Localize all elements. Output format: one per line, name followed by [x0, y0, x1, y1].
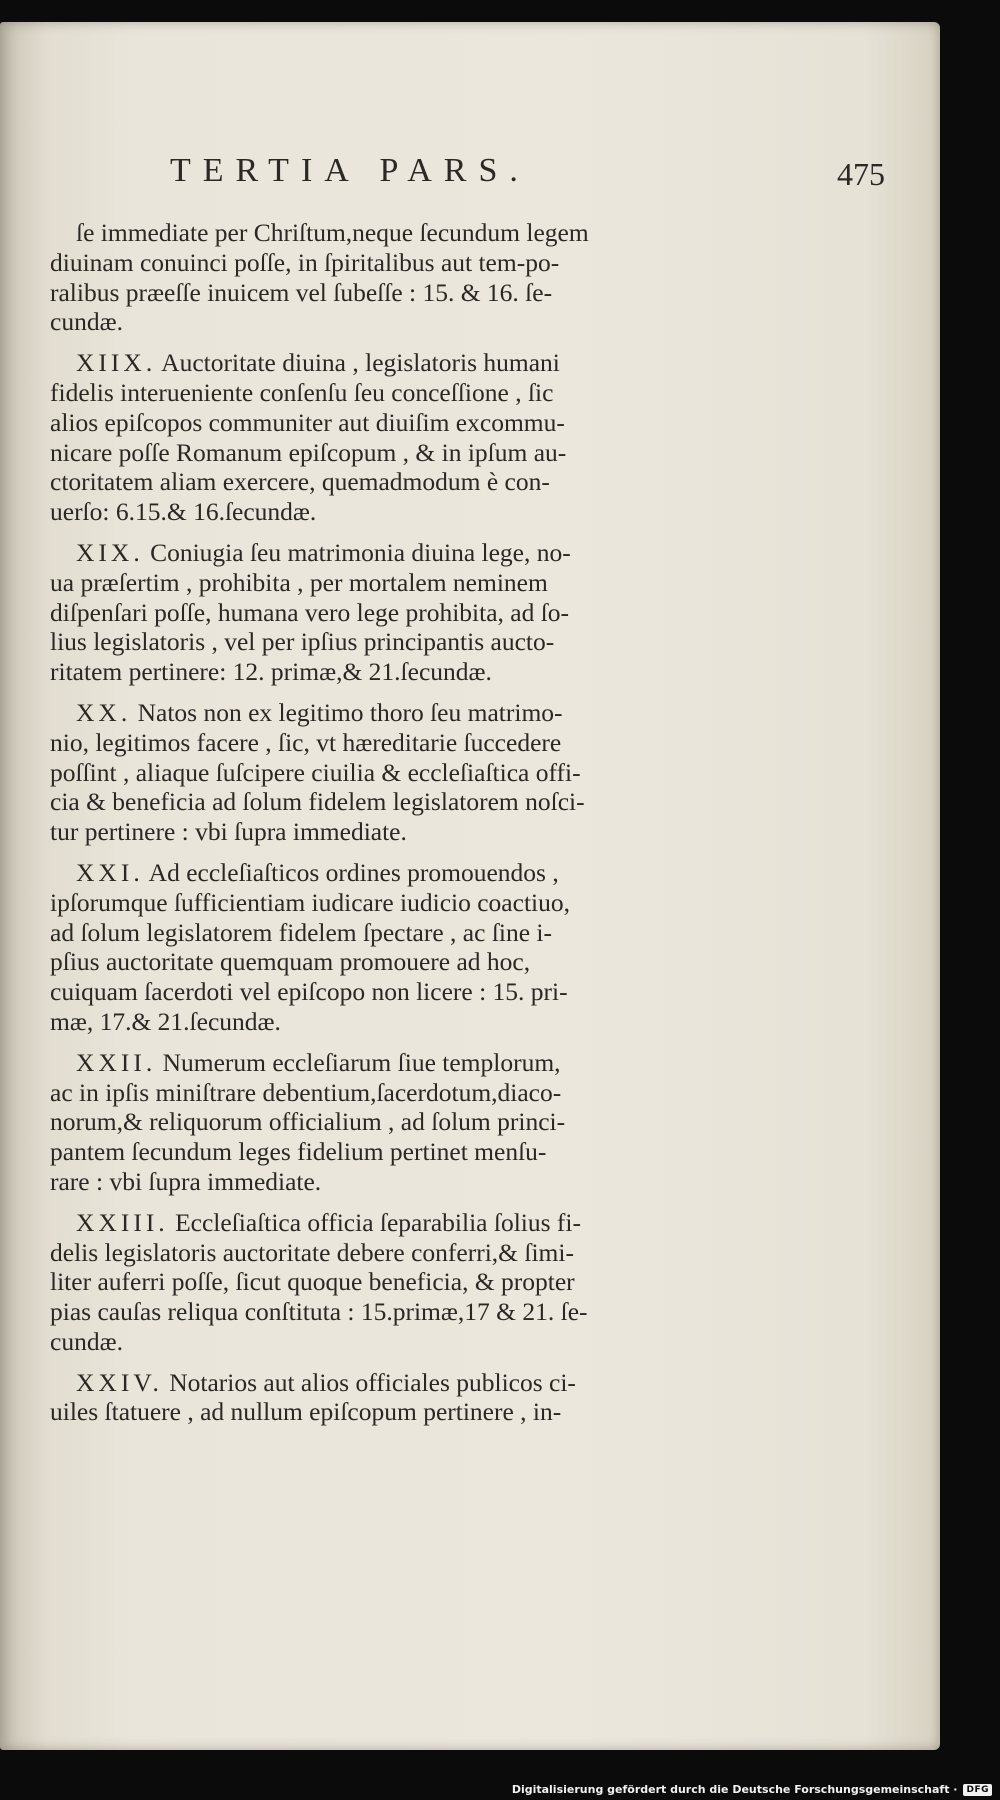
- article-numeral: XXIII.: [76, 1207, 169, 1237]
- article-numeral: XXI.: [76, 857, 144, 887]
- article-numeral: [50, 218, 76, 247]
- paragraph: [50, 698, 684, 847]
- article-numeral: XXII.: [76, 1047, 157, 1077]
- paragraph: [50, 1048, 684, 1197]
- running-head: TERTIA PARS.: [170, 152, 530, 189]
- paragraph: [50, 218, 684, 337]
- paragraph-text: Ad eccleſiaſticos ordines promouendos , ipſorumque ſufficientiam iudicare iudicio coactiuo, ad ſolum legislatorem fidelem ſpectare , ac ſine i- pſius auctoritate quemquam promouere ad hoc, cuiquam ſacerdoti vel epiſcopo non licere : 15. pri- mæ, 17.& 21.ſecundæ.: [50, 857, 570, 1036]
- paragraph-text: Coniugia ſeu matrimonia diuina lege, no- ua præſertim , prohibita , per mortalem neminem diſpenſari poſſe, humana vero lege prohibita, ad ſo- lius legislatoris , vel per ipſius principantis aucto- ritatem pertinere: 12. primæ,& 21.ſecundæ.: [50, 537, 571, 687]
- paragraph: [50, 858, 684, 1037]
- paragraph: [50, 1208, 684, 1357]
- paragraph-text: Eccleſiaſtica officia ſeparabilia ſolius fi- delis legislatoris auctoritate debere conferri,& ſimi- liter auferri poſſe, ſicut quoque beneficia, & propter pias cauſas reliqua conſtituta : 15.primæ,17 & 21. ſe- cundæ.: [50, 1207, 588, 1356]
- article-numeral: XIIX.: [76, 348, 157, 378]
- paragraph-text: Numerum eccleſiarum ſiue templorum, ac in ipſis miniſtrare debentium,ſacerdotum,diaco- norum,& reliquorum officialium , ad ſolum princi- pantem ſecundum leges fidelium pertinet menſu- rare : vbi ſupra immediate.: [50, 1047, 566, 1196]
- paragraph: [50, 538, 684, 687]
- paragraph-text: Natos non ex legitimo thoro ſeu matrimo- nio, legitimos facere , ſic, vt hæreditarie ſuccedere poſſint , aliaque ſuſcipere ciuilia & eccleſiaſtica offi- cia & beneficia ad ſolum fidelem legislatorem noſci- tur pertinere : vbi ſupra immediate.: [50, 697, 585, 847]
- paragraph: [50, 348, 684, 527]
- paragraph: [50, 1368, 684, 1428]
- paragraph-text: ſe immediate per Chriſtum,neque ſecundum legem diuinam conuinci poſſe, in ſpiritalibus aut tem-po- ralibus præeſſe inuicem vel ſubeſſe : 15. & 16. ſe- cundæ.: [50, 218, 589, 337]
- dfg-logo: DFG: [963, 1784, 992, 1796]
- paragraph-text: Auctoritate diuina , legislatoris humani fidelis interueniente conſenſu ſeu conceſſione , ſic alios epiſcopos communiter aut diuiſim excommu- nicare poſſe Romanum epiſcopum , & in ipſum au- ctoritatem aliam exercere, quemadmodum è con- uerſo: 6.15.& 16.ſecundæ.: [50, 348, 567, 527]
- page-header: [170, 152, 885, 204]
- credit-text: Digitalisierung gefördert durch die Deutsche Forschungsgemeinschaft ·: [511, 1783, 958, 1796]
- paragraph-text: Notarios aut alios officiales publicos ci- uiles ſtatuere , ad nullum epiſcopum pertinere , in-: [50, 1367, 576, 1427]
- article-numeral: XIX.: [76, 537, 144, 567]
- digitization-credit: [512, 1783, 992, 1796]
- article-numeral: XXIV.: [76, 1367, 163, 1397]
- body-text: [50, 218, 684, 1438]
- book-page: [0, 22, 940, 1750]
- page-number: 475: [837, 156, 885, 192]
- article-numeral: XX.: [76, 697, 132, 727]
